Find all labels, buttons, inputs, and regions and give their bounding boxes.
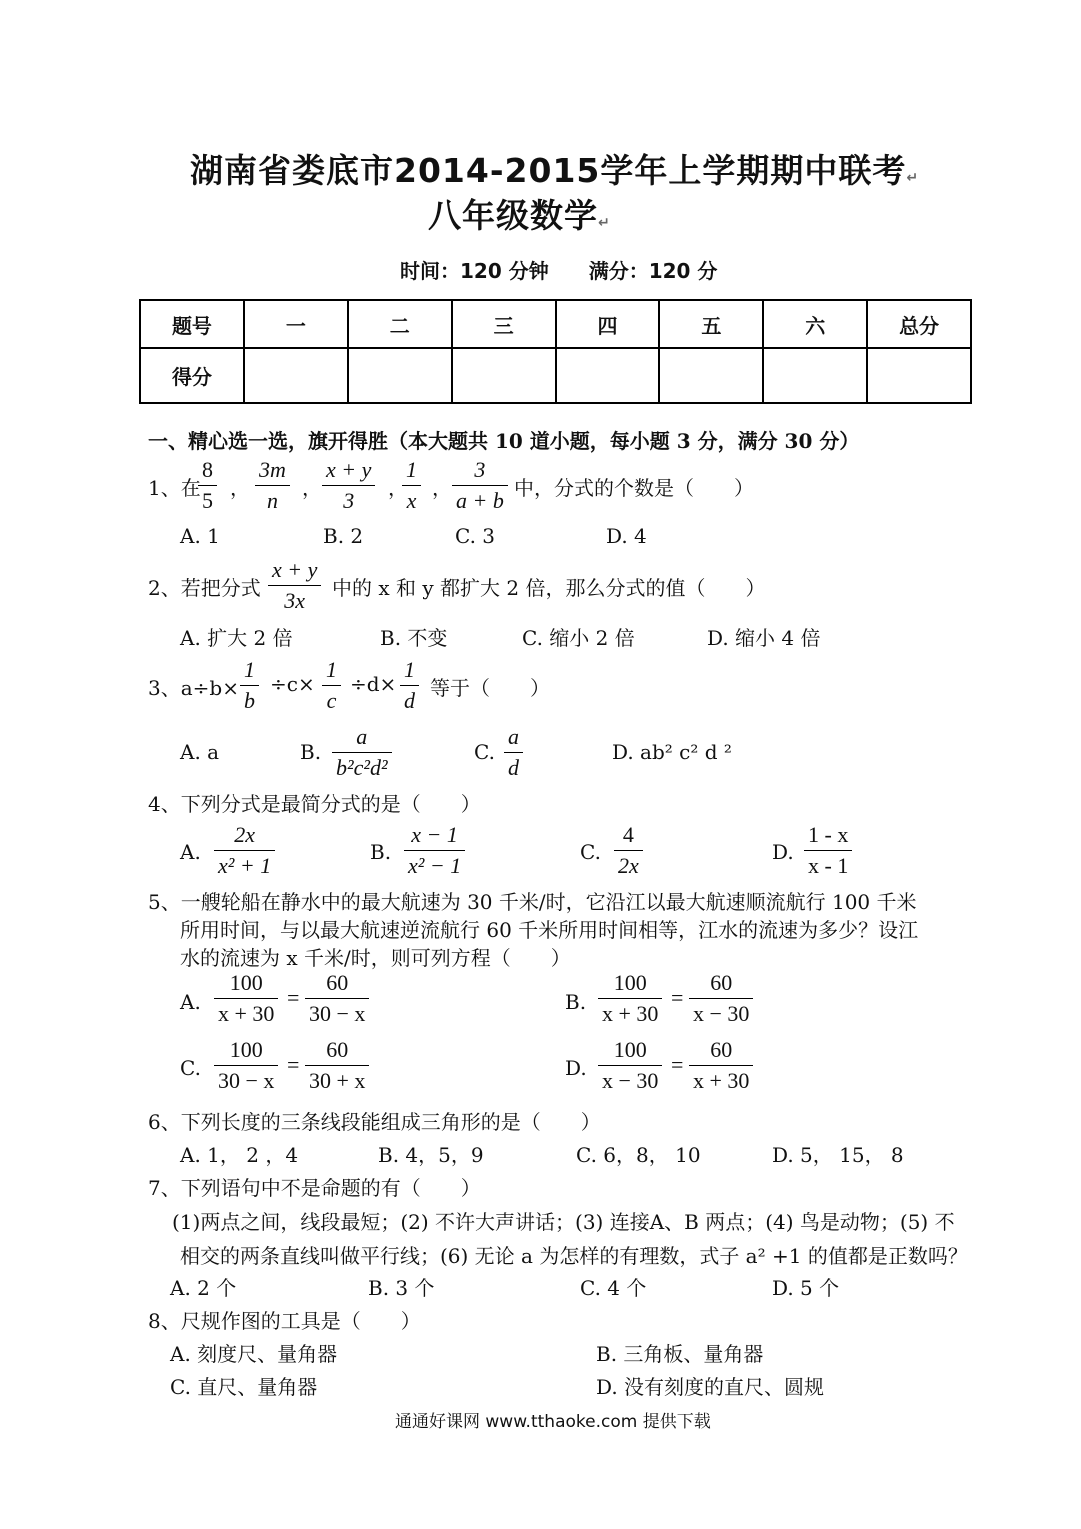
q7-line1: (1)两点之间，线段最短；(2) 不许大声讲话；(3) 连接A、B 两点；(4) 鸟是动物；(5) 不 [172, 1210, 955, 1234]
q2-option-b[interactable]: B. 不变 [380, 626, 448, 650]
q1-sep: ， [230, 476, 250, 500]
q2-frac: $\frac{x + y}{3x}$ [268, 555, 321, 616]
equals-sign: = [671, 1052, 684, 1077]
q1-option-a[interactable]: A. 1 [180, 524, 220, 548]
q2-suffix: 中的 x 和 y 都扩大 2 倍，那么分式的值（ ） [332, 576, 766, 600]
score-cell[interactable] [556, 348, 660, 403]
q4-text: 4、下列分式是最简分式的是（ ） [148, 792, 481, 816]
q5-a-rhs: $\frac{60}{30 - x}$ [305, 968, 369, 1029]
page-footer: 通通好课网 www.tthaoke.com 提供下载 [395, 1412, 711, 1432]
q1-sep: ， [432, 476, 452, 500]
q1-frac-2: $\frac{3m}{n}$ [255, 455, 290, 516]
q1-option-b[interactable]: B. 2 [323, 524, 364, 548]
q5-option-c[interactable]: C. [180, 1056, 201, 1080]
q3-option-d[interactable]: D. ab² c² d ² [612, 740, 732, 764]
q4-option-d[interactable]: D. [772, 840, 794, 864]
score-cell[interactable] [348, 348, 452, 403]
q4-option-a[interactable]: A. [180, 840, 201, 864]
q3-option-c[interactable]: C. [474, 740, 495, 764]
q6-option-c[interactable]: C. 6，8， 10 [576, 1143, 701, 1167]
score-cell[interactable] [659, 348, 763, 403]
q5-line2: 所用时间，与以最大航速逆流航行 60 千米所用时间相等，江水的流速为多少？设江 [180, 918, 919, 942]
q6-option-a[interactable]: A. 1， 2 ，4 [180, 1143, 299, 1167]
q8-option-a[interactable]: A. 刻度尺、量角器 [170, 1342, 338, 1366]
q1-sep: ， [302, 476, 322, 500]
q7-option-b[interactable]: B. 3 个 [368, 1276, 435, 1300]
q3-option-b-frac: $\frac{a}{\text{b²c²d²}}$ [332, 722, 392, 783]
q2-option-c[interactable]: C. 缩小 2 倍 [522, 626, 635, 650]
q4-option-b-frac: $\frac{x - 1}{\text{x² − 1}}$ [404, 820, 465, 881]
score-cell[interactable] [867, 348, 971, 403]
q1-option-c[interactable]: C. 3 [455, 524, 496, 548]
q1-prefix: 1、在 [148, 476, 201, 500]
q5-b-lhs: $\frac{100}{x + 30}$ [598, 968, 662, 1029]
section-heading: 一、精心选一选，旗开得胜（本大题共 10 道小题，每小题 3 分，满分 30 分） [148, 429, 860, 453]
q1-frac-3: $\frac{x + y}{3}$ [322, 455, 375, 516]
q4-option-b[interactable]: B. [370, 840, 392, 864]
q5-line3: 水的流速为 x 千米/时，则可列方程（ ） [180, 946, 571, 970]
q8-text: 8、尺规作图的工具是（ ） [148, 1309, 421, 1333]
q1-frac-1: $\frac{8}{5}$ [198, 455, 217, 516]
q4-option-c[interactable]: C. [580, 840, 601, 864]
q5-c-rhs: $\frac{60}{30 + x}$ [305, 1035, 369, 1096]
q3-part2: ÷c× [270, 672, 315, 696]
q2-prefix: 2、若把分式 [148, 576, 261, 600]
q8-option-c[interactable]: C. 直尺、量角器 [170, 1375, 318, 1399]
q3-suffix: 等于（ ） [430, 676, 550, 700]
table-header-cell: 三 [452, 300, 556, 348]
q8-option-d[interactable]: D. 没有刻度的直尺、圆规 [596, 1375, 825, 1399]
q5-line1: 5、一艘轮船在静水中的最大航速为 30 千米/时，它沿江以最大航速顺流航行 100 千米 [148, 890, 917, 914]
exam-subtitle: 八年级数学↵ [428, 196, 611, 235]
q3-frac-2: $\frac{1}{c}$ [322, 655, 341, 716]
q1-suffix: 中，分式的个数是（ ） [514, 476, 754, 500]
equals-sign: = [287, 1052, 300, 1077]
q7-option-d[interactable]: D. 5 个 [772, 1276, 840, 1300]
q5-option-b[interactable]: B. [565, 990, 587, 1014]
exam-info: 时间：120 分钟 满分：120 分 [400, 259, 718, 283]
q8-option-b[interactable]: B. 三角板、量角器 [596, 1342, 764, 1366]
q3-part1: 3、a÷b× [148, 676, 239, 700]
q3-option-c-frac: $\frac{a}{d}$ [504, 722, 523, 783]
score-cell[interactable] [244, 348, 348, 403]
q1-option-d[interactable]: D. 4 [606, 524, 647, 548]
score-table [139, 299, 972, 404]
equals-sign: = [287, 985, 300, 1010]
equals-sign: = [671, 985, 684, 1010]
q2-option-d[interactable]: D. 缩小 4 倍 [707, 626, 821, 650]
q1-frac-4: $\frac{1}{x}$ [402, 455, 421, 516]
q5-a-lhs: $\frac{100}{x + 30}$ [214, 968, 278, 1029]
table-header-cell: 五 [659, 300, 763, 348]
q5-d-lhs: $\frac{100}{x - 30}$ [598, 1035, 662, 1096]
q5-option-a[interactable]: A. [180, 990, 201, 1014]
q2-option-a[interactable]: A. 扩大 2 倍 [180, 626, 293, 650]
table-header-cell: 题号 [140, 300, 244, 348]
q7-line2: 相交的两条直线叫做平行线；(6) 无论 a 为怎样的有理数，式子 a² +1 的值都是正数吗？ [180, 1244, 968, 1268]
q5-option-d[interactable]: D. [565, 1056, 587, 1080]
q3-frac-3: $\frac{1}{d}$ [400, 655, 419, 716]
q1-sep: ， [388, 476, 408, 500]
exam-title: 湖南省娄底市2014-2015学年上学期期中联考↵ [190, 151, 920, 190]
table-header-cell: 六 [763, 300, 867, 348]
q7-option-a[interactable]: A. 2 个 [170, 1276, 237, 1300]
table-header-cell: 四 [556, 300, 660, 348]
q5-b-rhs: $\frac{60}{x - 30}$ [689, 968, 753, 1029]
q3-frac-1: $\frac{1}{b}$ [240, 655, 259, 716]
q4-option-d-frac: $\frac{1 - x}{x - 1}$ [804, 820, 852, 881]
q6-option-b[interactable]: B. 4，5，9 [378, 1143, 484, 1167]
score-cell[interactable] [452, 348, 556, 403]
score-row-label: 得分 [140, 348, 244, 403]
table-header-cell: 总分 [867, 300, 971, 348]
q3-part3: ÷d× [350, 672, 397, 696]
q3-option-b[interactable]: B. [300, 740, 322, 764]
score-cell[interactable] [763, 348, 867, 403]
q4-option-a-frac: $\frac{2x}{\text{x² + 1}}$ [214, 820, 275, 881]
q6-option-d[interactable]: D. 5， 15， 8 [772, 1143, 904, 1167]
table-header-cell: 二 [348, 300, 452, 348]
table-header-cell: 一 [244, 300, 348, 348]
q5-c-lhs: $\frac{100}{30 - x}$ [214, 1035, 278, 1096]
q3-option-a[interactable]: A. a [180, 740, 220, 764]
q7-option-c[interactable]: C. 4 个 [580, 1276, 647, 1300]
q7-text: 7、下列语句中不是命题的有（ ） [148, 1176, 481, 1200]
q1-frac-5: $\frac{3}{a + b}$ [452, 455, 508, 516]
q5-d-rhs: $\frac{60}{x + 30}$ [689, 1035, 753, 1096]
q4-option-c-frac: $\frac{4}{2x}$ [614, 820, 643, 881]
q6-text: 6、下列长度的三条线段能组成三角形的是（ ） [148, 1110, 601, 1134]
